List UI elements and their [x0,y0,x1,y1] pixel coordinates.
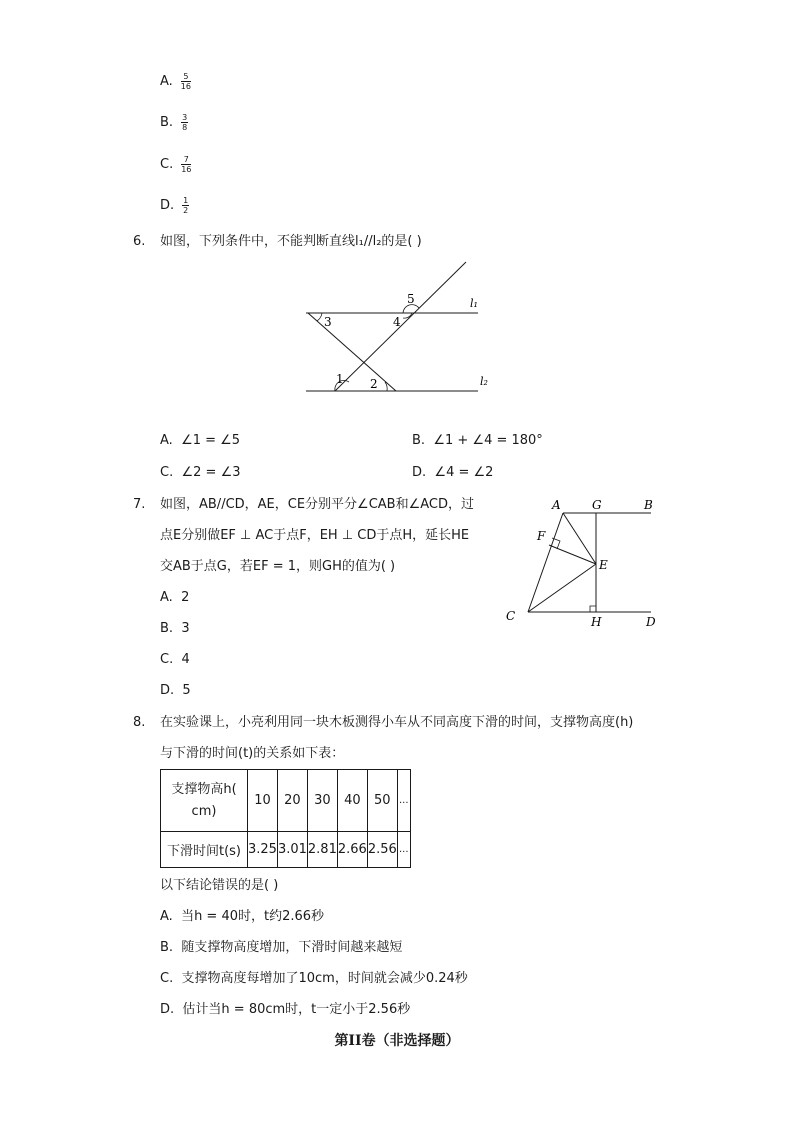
q7-option-a [160,588,189,608]
q8-stem-line-1: 在实验课上，小亮利用同一块木板测得小车从不同高度下滑的时间，支撑物高度(h) [160,715,634,730]
fraction-numerator: 3 [182,113,188,122]
option-letter: B. [160,115,174,130]
q8-option-c [160,969,468,989]
table-cell: ... [397,770,410,832]
fraction-denominator: 16 [181,165,192,174]
option-letter: A. [160,590,173,605]
fraction-numerator: 7 [181,155,191,165]
option-letter: B. [160,621,174,636]
table-header-time: 下滑时间t(s) [161,832,248,868]
q6-option-c [160,463,241,483]
fraction-denominator: 8 [182,123,188,132]
q7-option-c [160,650,190,670]
option-text: 4 [181,652,190,667]
option-text: 随支撑物高度增加，下滑时间越来越短 [181,940,403,955]
fraction [181,113,188,132]
option-text: 5 [182,683,191,698]
option-letter: C. [160,157,174,172]
table-cell: 50 [367,770,397,832]
option-text: 当h = 40时，t约2.66秒 [181,909,325,924]
section-heading: 第II卷（非选择题） [334,1033,460,1049]
point-label-e: E [599,558,608,572]
table-cell: 2.81 [307,832,337,868]
q7-stem-line-2: 点E分别做EF ⊥ AC于点F，EH ⊥ CD于点H，延长HE [160,528,470,543]
q7-option-b [160,619,190,639]
segment-ae [563,513,596,564]
option-text: ∠1 + ∠4 = 180° [433,433,543,448]
option-letter: D. [412,465,427,480]
table-cell: 10 [248,770,278,832]
point-label-g: G [592,498,602,512]
fraction-numerator: 5 [181,72,191,82]
option-letter: C. [160,971,174,986]
table-cell: 3.25 [248,832,278,868]
table-header-line: cm) [191,803,217,819]
q7-figure [500,492,670,632]
q7-option-d [160,681,191,701]
angle-label-1: 1 [336,372,344,386]
q7-stem-line-3: 交AB于点G，若EF = 1，则GH的值为( ) [160,559,396,574]
table-cell: ... [397,832,410,868]
angle-label-4: 4 [393,315,401,329]
point-label-a: A [552,498,561,512]
point-label-c: C [506,609,516,623]
table-cell: 30 [307,770,337,832]
q8-number: 8. [133,715,146,730]
q5-option-b [160,113,188,133]
fraction [181,72,191,91]
angle-arc-4 [403,313,412,318]
q5-option-c [160,155,191,175]
transversal-2 [308,313,396,391]
right-angle-mark-h [590,606,596,612]
angle-arc-3 [317,313,322,321]
table-cell: 2.56 [367,832,397,868]
fraction-denominator: 2 [183,206,189,215]
option-letter: D. [160,683,175,698]
option-text: 2 [181,590,190,605]
q6-figure [300,258,500,398]
option-text: ∠4 = ∠2 [434,465,494,480]
option-letter: B. [160,940,174,955]
q6-option-b [412,431,543,451]
q6-stem: 如图，下列条件中，不能判断直线l₁//l₂的是( ) [160,234,422,249]
table-row [161,832,411,868]
option-letter: A. [160,433,173,448]
option-letter: D. [160,1002,175,1017]
option-letter: A. [160,909,173,924]
table-cell: 2.66 [337,832,367,868]
q8-question: 以下结论错误的是( ) [160,878,279,893]
option-text: 3 [181,621,190,636]
q6-number: 6. [133,234,146,249]
q5-option-d [160,196,189,216]
option-letter: D. [160,198,175,213]
q7-number: 7. [133,497,146,512]
fraction [182,196,189,215]
line-label-l2: l₂ [480,375,488,388]
point-label-h: H [591,615,602,629]
point-label-b: B [644,498,653,512]
q8-stem-line-2: 与下滑的时间(t)的关系如下表： [160,746,345,761]
fraction [181,155,191,174]
table-header-height [161,770,248,832]
table-header-line: 支撑物高h( [171,781,237,797]
option-letter: C. [160,465,174,480]
option-text: 支撑物高度每增加了10cm，时间就会减少0.24秒 [181,971,468,986]
q8-option-a [160,907,324,927]
angle-label-2: 2 [370,377,378,391]
point-label-f: F [537,529,546,543]
option-text: ∠1 = ∠5 [181,433,241,448]
table-cell: 3.01 [277,832,307,868]
q5-option-a [160,72,191,92]
segment-ce [528,564,596,612]
q8-option-b [160,938,402,958]
fraction-denominator: 16 [180,82,191,91]
option-letter: B. [412,433,426,448]
table-row [161,770,411,832]
q8-option-d [160,1000,410,1020]
option-text: ∠2 = ∠3 [181,465,241,480]
option-letter: A. [160,74,173,89]
angle-label-3: 3 [324,315,332,329]
segment-ac [528,513,563,612]
angle-label-5: 5 [407,292,415,306]
q6-option-a [160,431,240,451]
table-cell: 20 [277,770,307,832]
option-text: 估计当h = 80cm时，t一定小于2.56秒 [182,1002,411,1017]
option-letter: C. [160,652,174,667]
line-label-l1: l₁ [470,297,478,310]
point-label-d: D [646,615,656,629]
q7-stem-line-1: 如图，AB//CD，AE，CE分别平分∠CAB和∠ACD，过 [160,497,475,512]
table-cell: 40 [337,770,367,832]
segment-ef [549,545,596,564]
q6-option-d [412,463,493,483]
q8-data-table [160,769,411,868]
fraction-numerator: 1 [183,196,189,205]
